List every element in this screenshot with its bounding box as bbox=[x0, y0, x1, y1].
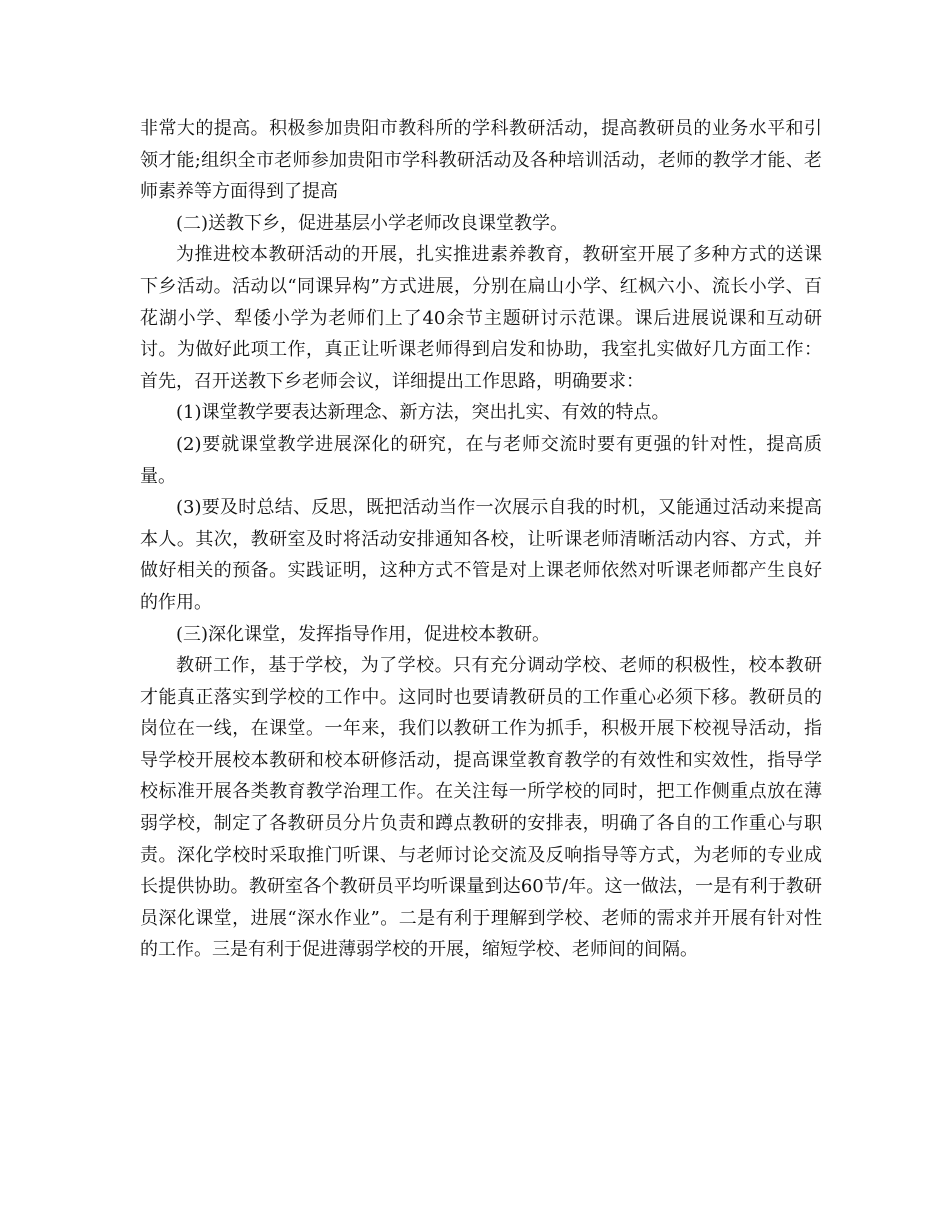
list-item-1: (1)课堂教学要表达新理念、新方法，突出扎实、有效的特点。 bbox=[176, 402, 670, 424]
paragraph-send-teaching: 为推进校本教研活动的开展，扎实推进素养教育，教研室开展了多种方式的送课下乡活动。活动以“同课异构”方式进展，分别在扁山小学、红枫六小、流长小学、百花湖小学、犁倭小学为老师们上了40余节主题研讨示范课。课后进展说课和互动研讨。为做好此项工作，真正让听课老师得到启发和协助，我室扎实做好几方面工作：首先，召开送教下乡老师会议，详细提出工作思路，明确要求： bbox=[140, 244, 822, 392]
heading-section-3: (三)深化课堂，发挥指导作用，促进校本教研。 bbox=[176, 623, 551, 645]
heading-section-2: (二)送教下乡，促进基层小学老师改良课堂教学。 bbox=[176, 212, 569, 234]
document-page bbox=[140, 113, 822, 966]
list-item-3: (3)要及时总结、反思，既把活动当作一次展示自我的时机，又能通过活动来提高本人。其次，教研室及时将活动安排通知各校，让听课老师清晰活动内容、方式，并做好相关的预备。实践证明，这种方式不管是对上课老师依然对听课老师都产生良好的作用。 bbox=[140, 497, 822, 613]
paragraph-intro-continued: 非常大的提高。积极参加贵阳市教科所的学科教研活动，提高教研员的业务水平和引领才能;组织全市老师参加贵阳市学科教研活动及各种培训活动，老师的教学才能、老师素养等方面得到了提高 bbox=[140, 118, 822, 203]
paragraph-school-research: 教研工作，基于学校，为了学校。只有充分调动学校、老师的积极性，校本教研才能真正落实到学校的工作中。这同时也要请教研员的工作重心必须下移。教研员的岗位在一线，在课堂。一年来，我们以教研工作为抓手，积极开展下校视导活动，指导学校开展校本教研和校本研修活动，提高课堂教育教学的有效性和实效性，指导学校标准开展各类教育教学治理工作。在关注每一所学校的同时，把工作侧重点放在薄弱学校，制定了各教研员分片负责和蹲点教研的安排表，明确了各自的工作重心与职责。深化学校时采取推门听课、与老师讨论交流及反响指导等方式，为老师的专业成长提供协助。教研室各个教研员平均听课量到达60节/年。这一做法，一是有利于教研员深化课堂，进展“深水作业”。二是有利于理解到学校、老师的需求并开展有针对性的工作。三是有利于促进薄弱学校的开展，缩短学校、老师间的间隔。 bbox=[140, 655, 822, 961]
list-item-2: (2)要就课堂教学进展深化的研究，在与老师交流时要有更强的针对性，提高质量。 bbox=[140, 433, 822, 487]
